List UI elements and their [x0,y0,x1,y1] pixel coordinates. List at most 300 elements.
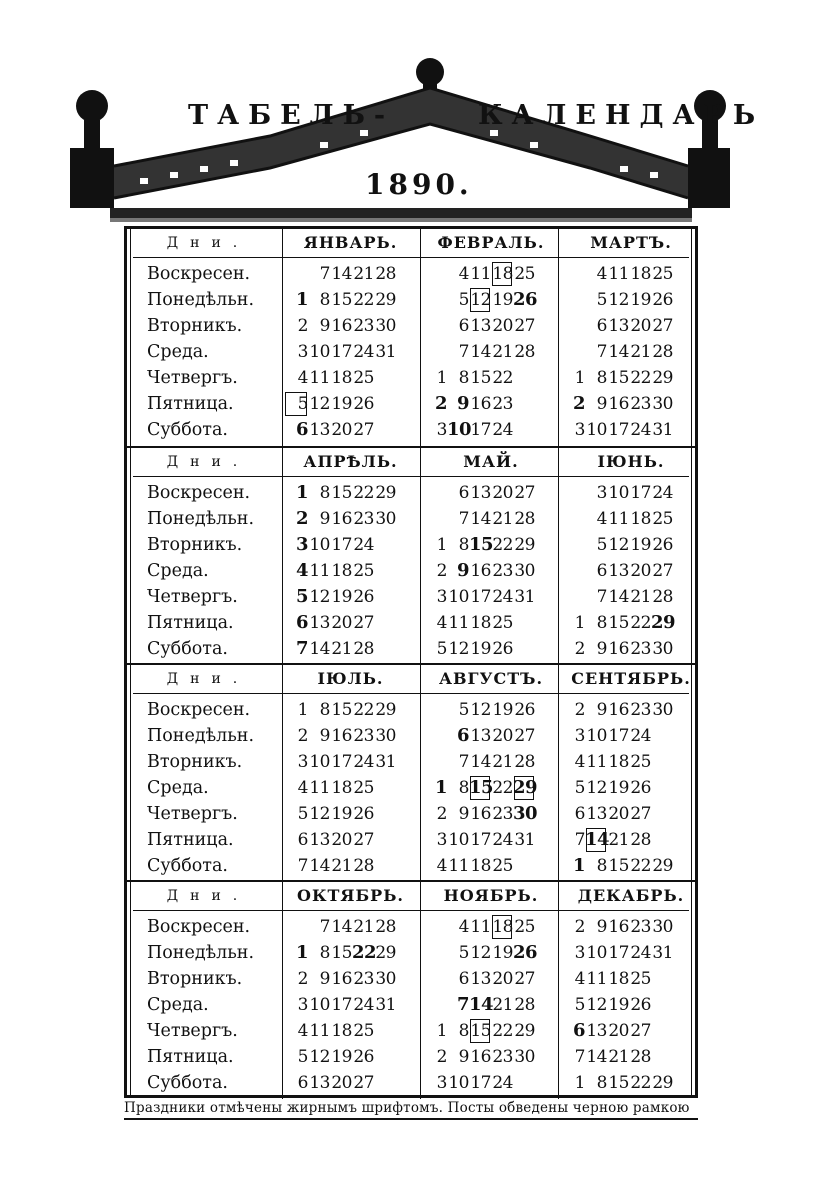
date-cell: 6 [572,1020,585,1041]
date-cell: 24 [353,752,374,772]
date-cell [374,391,396,417]
date-cell: 29 [375,943,396,963]
date-cell: 4 [596,264,607,284]
header-row [133,665,689,694]
week-row [284,584,420,610]
date-cell: 29 [651,612,676,633]
date-cell: 29 [652,856,673,876]
date-cell: 21 [331,856,352,876]
date-cell: 12 [608,535,629,555]
week-row [284,480,420,506]
date-cell [651,723,673,749]
week-row [423,339,559,365]
days-column-header: Дни. [166,235,250,251]
week-row [561,697,697,723]
date-cell: 1 [572,855,585,876]
calendar-table [124,226,698,1098]
date-cell: 28 [375,264,396,284]
date-cell: 8 [319,700,330,720]
date-cell [423,992,447,1018]
week-row [561,339,697,365]
date-cell: 13 [586,1021,607,1041]
date-cell [374,775,396,801]
date-cell: 20 [608,804,629,824]
date-cell: 20 [608,1021,629,1041]
days-column-header: Дни. [166,671,250,687]
week-row [423,506,559,532]
weekday-label: Четвергъ. [147,1021,238,1041]
week-row [284,775,420,801]
month-name: ЯНВАРЬ. [303,233,398,252]
week-row [423,697,559,723]
date-cell: 23 [492,394,513,414]
date-cell: 9 [319,509,330,529]
date-cell: 8 [458,1021,469,1041]
week-row [423,313,559,339]
date-cell: 13 [470,726,491,746]
date-cell: 16 [470,1047,491,1067]
date-cell: 27 [353,420,374,440]
date-cell: 27 [353,830,374,850]
date-cell: 26 [513,942,538,963]
week-row [284,287,420,313]
date-cell: 25 [353,778,374,798]
date-cell: 17 [331,342,352,362]
week-row [284,697,420,723]
date-cell: 15 [331,700,352,720]
date-cell: 24 [652,483,673,503]
date-cell: 24 [492,420,513,440]
date-cell: 7 [574,830,585,850]
month-grid [561,480,697,662]
date-cell [374,365,396,391]
date-cell: 14 [309,639,330,659]
date-cell: 16 [470,561,491,581]
date-cell: 9 [596,917,607,937]
date-cell: 22 [492,535,513,555]
date-cell: 27 [652,561,673,581]
date-cell: 17 [470,587,491,607]
date-cell: 1 [436,1021,447,1041]
date-cell: 28 [375,917,396,937]
date-cell: 24 [353,995,374,1015]
date-cell: 30 [514,561,535,581]
date-cell: 2 [297,726,308,746]
date-cell: 11 [448,613,469,633]
month-name: АВГУСТЪ. [438,669,544,688]
date-cell: 12 [309,394,330,414]
date-cell: 26 [514,700,535,720]
date-cell [374,801,396,827]
date-cell: 15 [469,1018,491,1044]
date-cell: 15 [469,775,491,801]
week-row [284,801,420,827]
date-cell: 27 [630,1021,651,1041]
date-cell: 1 [434,777,447,798]
date-cell: 13 [309,613,330,633]
date-cell [561,287,585,313]
date-cell [561,584,585,610]
date-cell: 20 [331,420,352,440]
legend-footnote: Праздники отмѣчены жирнымъ шрифтомъ. Посты обведены черною рамкою [124,1100,698,1120]
week-row [284,636,420,662]
date-cell [561,339,585,365]
date-cell: 17 [331,752,352,772]
date-cell: 28 [514,342,535,362]
month-name: ІЮНЬ. [597,452,665,471]
date-cell: 10 [447,419,472,440]
date-cell: 14 [469,994,494,1015]
date-cell: 6 [574,804,585,824]
date-cell: 8 [596,856,607,876]
date-cell: 28 [353,856,374,876]
date-cell: 24 [630,943,651,963]
date-cell: 1 [436,535,447,555]
date-cell: 4 [297,778,308,798]
week-row [423,391,559,417]
date-cell: 31 [375,752,396,772]
weekday-label: Воскресен. [147,264,251,284]
date-cell: 26 [513,289,538,310]
week-row [423,584,559,610]
week-row [284,339,420,365]
date-cell: 10 [309,752,330,772]
date-cell: 11 [586,752,607,772]
date-cell: 27 [514,726,535,746]
date-cell: 22 [630,613,651,633]
date-cell: 17 [331,995,352,1015]
date-cell [561,480,585,506]
date-cell: 18 [470,856,491,876]
date-cell: 17 [608,420,629,440]
date-cell: 2 [436,561,447,581]
week-row [561,992,697,1018]
date-cell: 14 [331,917,352,937]
date-cell: 23 [353,969,374,989]
date-cell: 23 [630,394,651,414]
date-cell: 2 [436,804,447,824]
date-cell: 24 [492,587,513,607]
date-cell: 8 [319,943,330,963]
date-cell: 31 [375,342,396,362]
week-row [423,558,559,584]
date-cell: 15 [608,613,629,633]
week-row [423,992,559,1018]
date-cell: 9 [596,639,607,659]
date-cell: 30 [652,394,673,414]
date-cell: 21 [608,1047,629,1067]
week-row [423,287,559,313]
date-cell: 3 [436,420,447,440]
month-name: МАЙ. [463,452,519,471]
date-cell: 14 [331,264,352,284]
date-cell: 27 [630,804,651,824]
date-cell: 26 [630,995,651,1015]
date-cell: 5 [295,586,308,607]
date-cell: 12 [470,700,491,720]
date-cell [513,365,535,391]
date-cell: 23 [353,509,374,529]
week-row [423,966,559,992]
weekday-label: Воскресен. [147,483,251,503]
date-cell: 11 [309,368,330,388]
date-cell: 28 [652,342,673,362]
date-cell: 26 [630,778,651,798]
date-cell: 8 [458,368,469,388]
date-cell: 18 [331,561,352,581]
date-cell: 10 [309,535,330,555]
date-cell: 9 [458,1047,469,1067]
week-row [423,749,559,775]
date-cell: 10 [309,995,330,1015]
date-cell [374,558,396,584]
column-divider [282,882,283,1099]
date-cell: 14 [586,1047,607,1067]
date-cell: 23 [630,639,651,659]
date-cell: 19 [608,995,629,1015]
date-cell: 27 [514,316,535,336]
date-cell: 23 [353,726,374,746]
weekday-label: Понедѣльн. [147,943,255,963]
date-cell: 11 [586,969,607,989]
week-row [423,1070,559,1096]
date-cell: 31 [514,830,535,850]
date-cell: 4 [596,509,607,529]
date-cell: 31 [514,587,535,607]
month-grid [284,261,420,443]
date-cell: 17 [470,830,491,850]
date-cell: 19 [331,1047,352,1067]
date-cell: 8 [458,778,469,798]
ornamental-frame [70,58,730,228]
date-cell: 15 [608,1073,629,1093]
date-cell [651,992,673,1018]
week-row [284,365,420,391]
date-cell: 5 [458,943,469,963]
date-cell: 9 [319,969,330,989]
date-cell [423,506,447,532]
date-cell: 9 [319,316,330,336]
date-cell [374,1018,396,1044]
date-cell [284,261,308,287]
weekday-label: Пятница. [147,1047,234,1067]
date-cell: 19 [331,394,352,414]
date-cell [513,853,535,879]
date-cell: 9 [596,700,607,720]
date-cell: 8 [458,535,469,555]
date-cell: 12 [309,1047,330,1067]
date-cell: 31 [375,995,396,1015]
date-cell: 12 [586,778,607,798]
week-row [561,749,697,775]
date-cell: 6 [596,316,607,336]
date-cell [561,532,585,558]
date-cell: 27 [353,1073,374,1093]
date-cell: 15 [331,290,352,310]
date-cell: 11 [309,1021,330,1041]
date-cell: 22 [630,368,651,388]
date-cell: 10 [608,483,629,503]
date-cell: 11 [448,856,469,876]
date-cell: 1 [436,368,447,388]
date-cell: 30 [652,917,673,937]
weekday-label: Вторникъ. [147,969,243,989]
date-cell: 17 [470,420,491,440]
date-cell: 16 [331,726,352,746]
date-cell: 19 [331,587,352,607]
date-cell: 29 [514,1021,535,1041]
date-cell: 20 [492,483,513,503]
date-cell: 19 [630,290,651,310]
date-cell: 8 [319,290,330,310]
date-cell: 5 [458,700,469,720]
date-cell: 12 [586,995,607,1015]
date-cell: 30 [375,316,396,336]
date-cell: 10 [448,1073,469,1093]
date-cell: 28 [652,587,673,607]
date-cell: 5 [458,290,469,310]
date-cell: 2 [297,969,308,989]
week-row [561,827,697,853]
date-cell: 21 [353,917,374,937]
date-cell: 10 [586,420,607,440]
month-grid [423,261,559,443]
weekday-label: Четвергъ. [147,368,238,388]
date-cell: 29 [652,368,673,388]
week-row [561,1070,697,1096]
week-row [561,391,697,417]
week-row [284,610,420,636]
date-cell: 6 [295,612,308,633]
date-cell [561,558,585,584]
date-cell: 25 [652,264,673,284]
date-cell: 26 [353,804,374,824]
date-cell: 26 [492,639,513,659]
date-cell [374,610,396,636]
weekday-label: Среда. [147,561,209,581]
date-cell: 7 [574,1047,585,1067]
weekday-label: Суббота. [147,856,228,876]
date-cell: 13 [309,1073,330,1093]
column-divider [282,665,283,882]
month-name: НОЯБРЬ. [443,886,539,905]
date-cell: 21 [331,639,352,659]
date-cell: 1 [574,613,585,633]
date-cell: 25 [652,509,673,529]
date-cell: 20 [492,969,513,989]
date-cell: 20 [630,561,651,581]
column-divider [282,448,283,665]
date-cell: 25 [630,752,651,772]
date-cell: 8 [596,613,607,633]
date-cell: 25 [514,264,535,284]
date-cell: 18 [491,914,513,940]
week-row [284,723,420,749]
date-cell [423,914,447,940]
date-cell: 21 [630,587,651,607]
date-cell: 29 [652,1073,673,1093]
column-divider [420,448,421,665]
month-grid [561,697,697,879]
date-cell: 14 [470,752,491,772]
date-cell [284,914,308,940]
date-cell: 5 [436,639,447,659]
date-cell: 5 [596,535,607,555]
month-name: СЕНТЯБРЬ. [571,669,691,688]
date-cell [561,313,585,339]
date-cell: 30 [375,726,396,746]
date-cell: 23 [492,1047,513,1067]
date-cell: 12 [309,587,330,607]
week-row [561,261,697,287]
date-cell: 16 [331,969,352,989]
date-cell: 28 [630,1047,651,1067]
weekday-label: Пятница. [147,613,234,633]
date-cell: 6 [297,1073,308,1093]
date-cell [423,480,447,506]
date-cell: 1 [295,482,308,503]
date-cell: 1 [574,368,585,388]
date-cell: 13 [586,804,607,824]
week-row [561,1018,697,1044]
date-cell: 25 [630,969,651,989]
date-cell: 3 [574,726,585,746]
date-cell: 15 [469,534,494,555]
weekday-label: Среда. [147,342,209,362]
date-cell [651,827,673,853]
date-cell [374,584,396,610]
date-cell: 5 [574,778,585,798]
weekday-label: Среда. [147,778,209,798]
date-cell: 27 [514,483,535,503]
header-row [133,882,689,911]
date-cell [651,1044,673,1070]
date-cell [423,313,447,339]
date-cell: 30 [652,639,673,659]
date-cell: 21 [492,752,513,772]
date-cell: 10 [448,587,469,607]
date-cell: 7 [456,994,469,1015]
column-divider [282,229,283,446]
date-cell [423,749,447,775]
date-cell [423,966,447,992]
date-cell: 20 [492,726,513,746]
week-row [423,1018,559,1044]
date-cell: 21 [608,830,629,850]
date-cell [423,697,447,723]
weekday-label: Суббота. [147,1073,228,1093]
week-row [284,749,420,775]
date-cell: 25 [353,561,374,581]
date-cell: 17 [630,483,651,503]
date-cell [651,1018,673,1044]
date-cell: 7 [458,342,469,362]
date-cell: 22 [353,483,374,503]
weekday-label: Вторникъ. [147,316,243,336]
week-row [423,365,559,391]
date-cell: 4 [297,368,308,388]
week-row [423,532,559,558]
date-cell: 3 [297,752,308,772]
weekday-label: Воскресен. [147,917,251,937]
date-cell: 15 [331,943,352,963]
date-cell: 22 [492,1021,513,1041]
date-cell: 16 [608,700,629,720]
week-row [561,853,697,879]
date-cell: 24 [353,342,374,362]
days-column-header: Дни. [166,888,250,904]
week-row [423,723,559,749]
